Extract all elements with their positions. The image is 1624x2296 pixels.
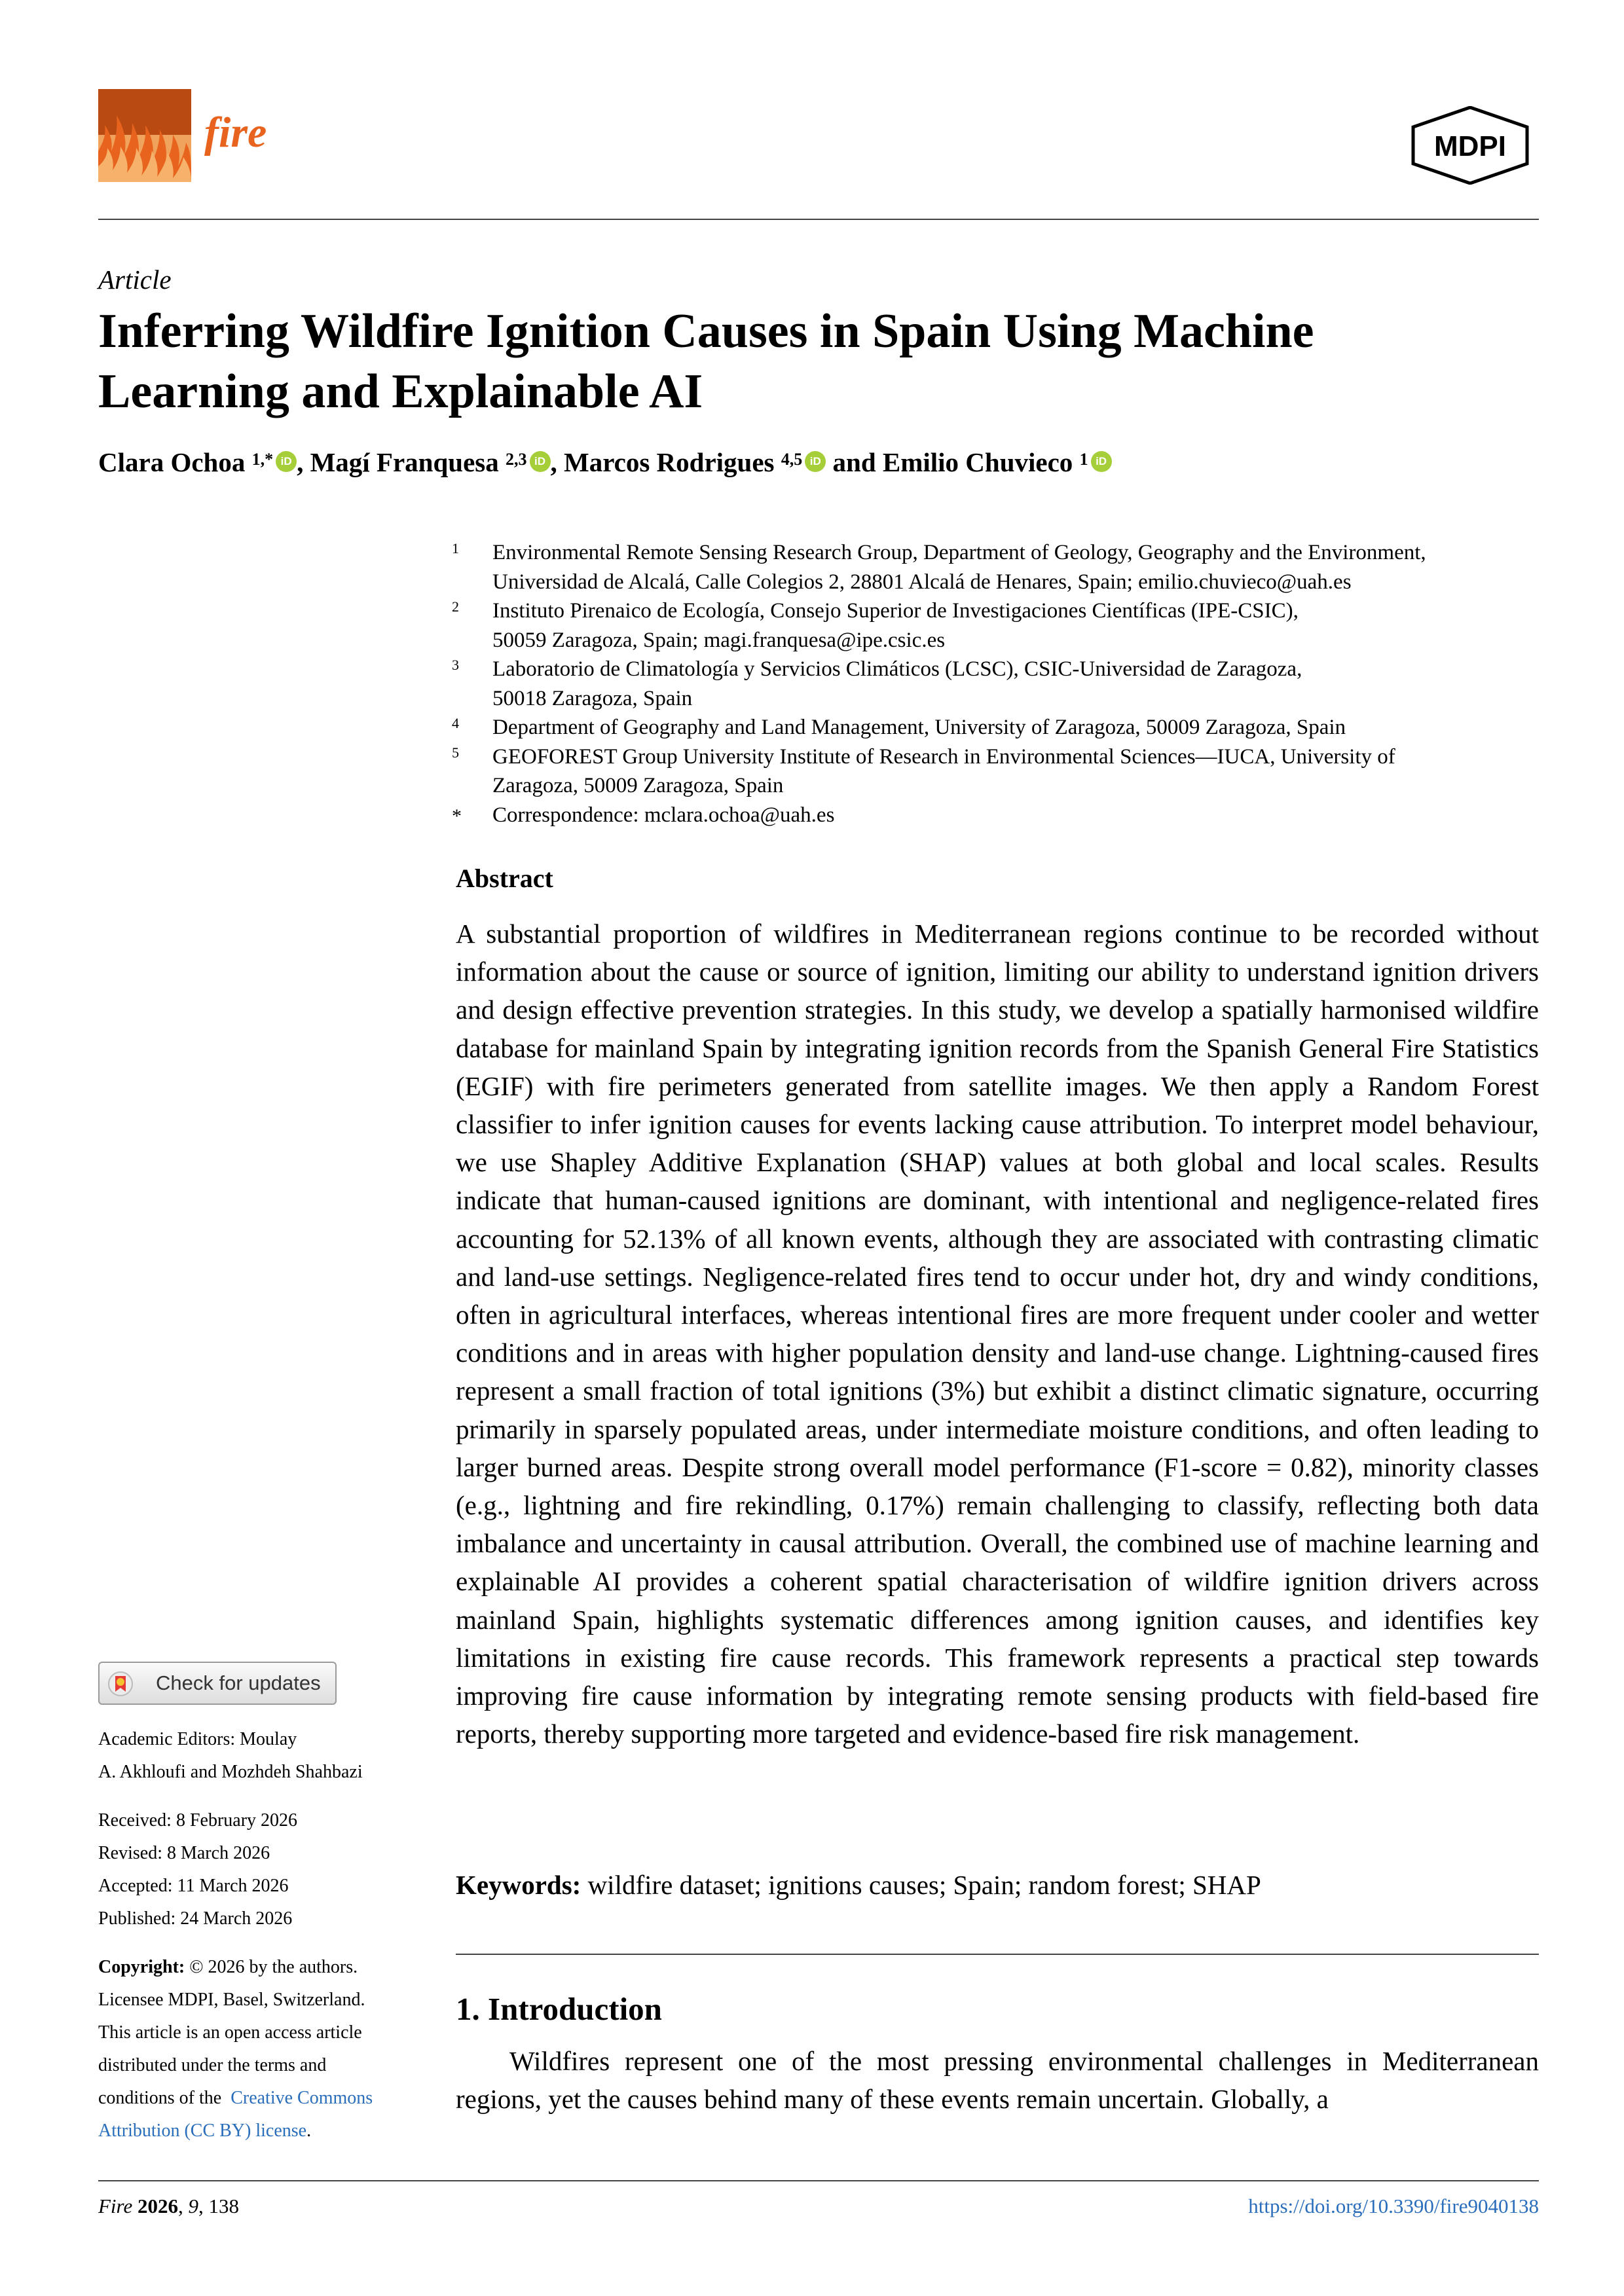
copyright-line xyxy=(98,2115,439,2147)
correspondence-item xyxy=(452,801,1539,830)
author-separator: , xyxy=(297,447,310,477)
copyright-line xyxy=(98,2082,439,2115)
copyright-text: © 2026 by the authors. xyxy=(189,1957,358,1977)
license-end: . xyxy=(306,2121,312,2141)
citation-footer: Fire 2026, 9, 138 xyxy=(98,2195,239,2217)
fire-journal-logo xyxy=(98,89,191,182)
revised-date: Revised: 8 March 2026 xyxy=(98,1843,270,1863)
affiliation-line: Department of Geography and Land Management, University of Zaragoza, 50009 Zaragoza, Spain xyxy=(492,716,1346,739)
published-date: Published: 24 March 2026 xyxy=(98,1908,293,1929)
author-name: Magí Franquesa xyxy=(310,447,499,477)
author-list xyxy=(98,445,1539,479)
copyright-line: distributed under the terms and xyxy=(98,2055,327,2075)
affiliation-item xyxy=(452,596,1539,655)
copyright-label: Copyright: xyxy=(98,1957,185,1977)
affiliation-line: Zaragoza, 50009 Zaragoza, Spain xyxy=(492,774,784,797)
correspondence-line: Correspondence: mclara.ochoa@uah.es xyxy=(492,803,835,827)
footer-rule xyxy=(98,2180,1539,2181)
mdpi-logo xyxy=(1408,106,1532,185)
affiliation-line: GEOFOREST Group University Institute of Research in Environmental Sciences—IUCA, University of xyxy=(492,744,1395,769)
section-rule xyxy=(456,1954,1539,1955)
article-title xyxy=(98,301,1539,422)
orcid-icon[interactable]: iD xyxy=(1091,451,1112,472)
copyright-line xyxy=(98,1951,439,1984)
affiliation-list xyxy=(452,538,1539,829)
affiliation-line: 50059 Zaragoza, Spain; magi.franquesa@ipe.csic.es xyxy=(492,628,946,652)
affiliation-line: Environmental Remote Sensing Research Group, Department of Geology, Geography and the Environment, xyxy=(492,541,1426,564)
keywords-text: wildfire dataset; ignitions causes; Spain; random forest; SHAP xyxy=(587,1870,1261,1900)
academic-editors: A. Akhloufi and Mozhdeh Shahbazi xyxy=(98,1762,363,1782)
check-updates-icon xyxy=(107,1671,134,1697)
copyright-text: conditions of the xyxy=(98,2088,222,2108)
affiliation-number: 3 xyxy=(452,657,459,673)
affiliation-item xyxy=(452,742,1539,801)
footer-volume: 9 xyxy=(188,2195,198,2217)
correspondence-marker: * xyxy=(452,805,462,827)
doi-link[interactable]: https://doi.org/10.3390/fire9040138 xyxy=(1248,2195,1539,2217)
introduction-paragraph: Wildfires represent one of the most pressing environmental challenges in Mediterranean regions, yet the causes behind many of these events remain uncertain. Globally, a xyxy=(456,2046,1539,2114)
license-link[interactable]: Creative Commons xyxy=(231,2088,373,2108)
accepted-date: Accepted: 11 March 2026 xyxy=(98,1876,289,1896)
affiliation-number: 5 xyxy=(452,744,459,761)
copyright-line: This article is an open access article xyxy=(98,2022,362,2043)
affiliation-number: 4 xyxy=(452,715,459,731)
keywords xyxy=(456,1866,1539,1904)
affiliation-line: Laboratorio de Climatología y Servicios Climáticos (LCSC), CSIC-Universidad de Zaragoza, xyxy=(492,657,1302,681)
keywords-label: Keywords: xyxy=(456,1870,581,1900)
author-separator: and xyxy=(826,447,883,477)
footer-year: 2026 xyxy=(137,2195,178,2217)
abstract-heading: Abstract xyxy=(456,864,553,893)
author-name: Marcos Rodrigues xyxy=(564,447,775,477)
orcid-icon[interactable]: iD xyxy=(530,451,551,472)
article-sidebar xyxy=(98,1723,439,2147)
academic-editors: Academic Editors: Moulay xyxy=(98,1729,297,1749)
affiliation-line: 50018 Zaragoza, Spain xyxy=(492,686,693,710)
introduction-text xyxy=(456,2042,1539,2118)
author-affiliation-ref: 1,* xyxy=(251,450,274,469)
author-affiliation-ref: 4,5 xyxy=(781,450,803,469)
affiliation-line: Instituto Pirenaico de Ecología, Consejo Superior de Investigaciones Científicas (IPE-CSIC), xyxy=(492,599,1299,623)
title-line-1: Inferring Wildfire Ignition Causes in Spain Using Machine xyxy=(98,304,1314,358)
article-type: Article xyxy=(98,264,172,295)
author-name: Emilio Chuvieco xyxy=(882,447,1073,477)
orcid-icon[interactable]: iD xyxy=(805,451,826,472)
received-date: Received: 8 February 2026 xyxy=(98,1810,298,1831)
footer-article-number: 138 xyxy=(208,2195,239,2217)
license-link[interactable]: Attribution (CC BY) license xyxy=(98,2121,307,2141)
author-affiliation-ref: 2,3 xyxy=(506,450,527,469)
abstract-text: A substantial proportion of wildfires in Mediterranean regions continue to be recorded without information about the cause or source of ignition, limiting our ability to understand ignition drivers and design effective prevention strategies. In this study, we develop a spatially harmonised wildfire database for mainland Spain by integrating ignition records from the Spanish General Fire Statistics (EGIF) with fire perimeters generated from satellite images. We then apply a Random Forest classifier to infer ignition causes for events lacking cause attribution. To interpret model behaviour, we use Shapley Additive Explanation (SHAP) values at both global and local scales. Results indicate that human-caused ignitions are dominant, with intentional and negligence-related fires accounting for 52.13% of all known events, although they are associated with contrasting climatic and land-use settings. Negligence-related fires tend to occur under hot, dry and windy conditions, often in agricultural interfaces, whereas intentional fires are more frequent under cooler and wetter conditions and in areas with higher population density and land-use change. Lightning-caused fires represent a small fraction of total ignitions (3%) but exhibit a distinct climatic signature, occurring primarily in sparsely populated areas, under intermediate moisture conditions, and often leading to larger burned areas. Despite strong overall model performance (F1-score = 0.82), minority classes (e.g., lightning and fire rekindling, 0.17%) remain challenging to classify, reflecting both data imbalance and uncertainty in causal attribution. Overall, the combined use of machine learning and explainable AI provides a coherent spatial characterisation of wildfire ignition drivers across mainland Spain, highlights systematic differences among ignition causes, and identifies key limitations in existing fire cause records. This framework represents a practical step towards improving fire cause information by integrating remote sensing products with field-based fire reports, thereby supporting more targeted and evidence-based fire risk management. xyxy=(456,919,1539,1749)
header-rule xyxy=(98,219,1539,220)
orcid-icon[interactable]: iD xyxy=(276,451,297,472)
affiliation-line: Universidad de Alcalá, Calle Colegios 2, 28801 Alcalá de Henares, Spain; emilio.chuvieco@uah.es xyxy=(492,570,1352,594)
svg-text:MDPI: MDPI xyxy=(1434,130,1506,162)
check-updates-label: Check for updates xyxy=(156,1671,321,1694)
affiliation-item xyxy=(452,538,1539,596)
author-affiliation-ref: 1 xyxy=(1079,450,1088,469)
affiliation-number: 1 xyxy=(452,540,459,556)
affiliation-number: 2 xyxy=(452,598,459,615)
copyright-line: Licensee MDPI, Basel, Switzerland. xyxy=(98,1990,365,2010)
author-name: Clara Ochoa xyxy=(98,447,246,477)
affiliation-item xyxy=(452,713,1539,742)
section-heading: 1. Introduction xyxy=(456,1991,662,2027)
check-for-updates-button[interactable] xyxy=(98,1662,337,1705)
journal-name: fire xyxy=(204,109,267,156)
footer-journal: Fire xyxy=(98,2195,133,2217)
author-separator: , xyxy=(550,447,564,477)
title-line-2: Learning and Explainable AI xyxy=(98,365,703,418)
affiliation-item xyxy=(452,655,1539,713)
